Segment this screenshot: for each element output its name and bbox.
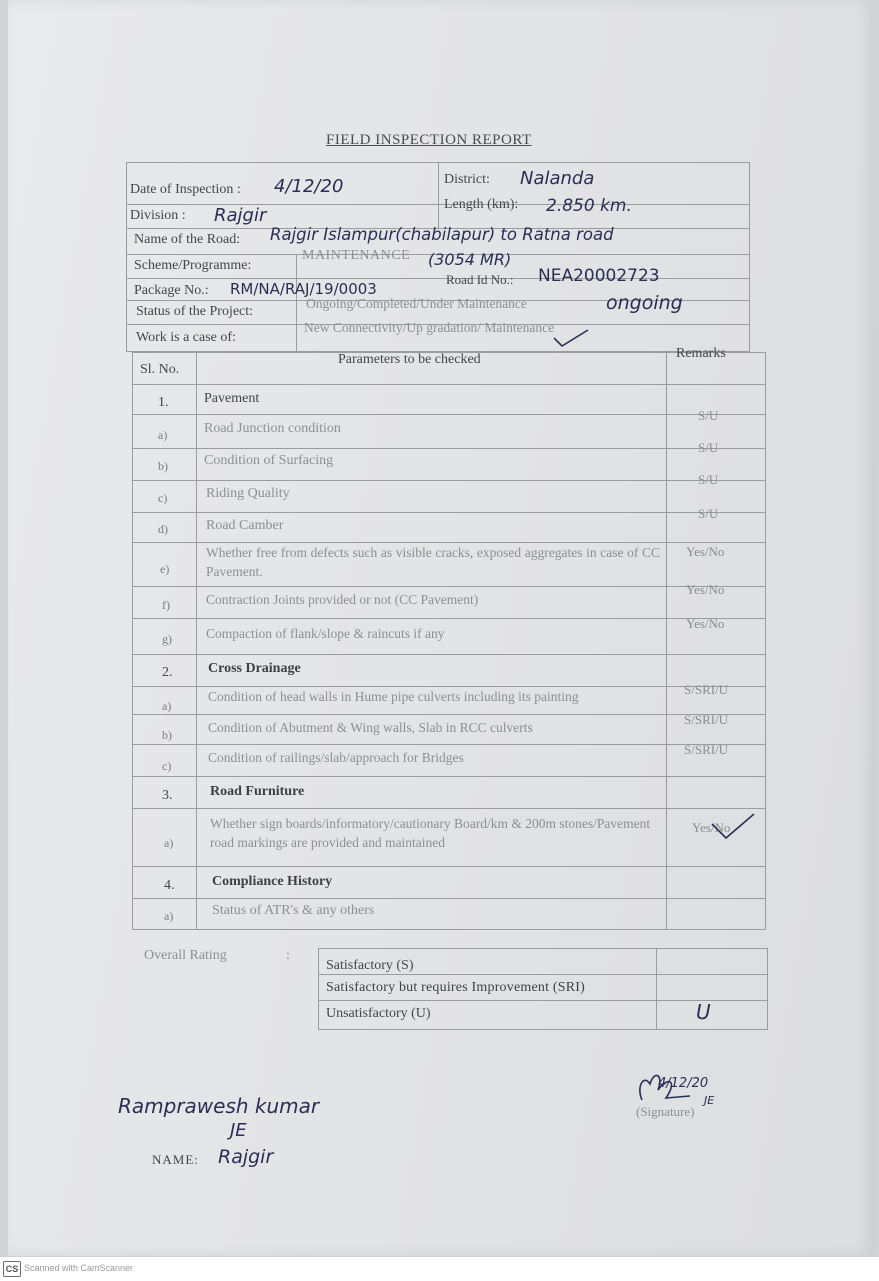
- package-value: RM/NA/RAJ/19/0003: [230, 280, 377, 298]
- checkmark-icon: [552, 326, 592, 350]
- table-row-remark: S/U: [698, 506, 719, 521]
- division-value: Rajgir: [214, 205, 267, 226]
- road-id-value: NEA20002723: [538, 266, 660, 286]
- section-2-number: 2.: [162, 665, 173, 680]
- status-value: ongoing: [606, 292, 683, 314]
- table-row-sl: a): [164, 836, 174, 850]
- table-row-param: Whether sign boards/informatory/cautionary Board/km & 200m stones/Pavement road markings are provided and maintained: [210, 816, 651, 850]
- name-label: NAME:: [152, 1152, 199, 1167]
- road-id-label: Road Id No.:: [446, 272, 514, 287]
- table-row-sl: f): [162, 598, 170, 612]
- rating-option: Unsatisfactory (U): [326, 1006, 431, 1021]
- table-row-remark: Yes/No: [686, 582, 725, 597]
- package-label: Package No.:: [134, 283, 209, 298]
- col-sl-header: Sl. No.: [140, 362, 180, 377]
- table-row-remark: S/SRI/U: [684, 742, 729, 757]
- scheme-value: MAINTENANCE: [302, 248, 411, 263]
- table-row-remark: Yes/No: [686, 544, 725, 559]
- scheme-handwritten: (3054 MR): [428, 250, 512, 269]
- rating-option: Satisfactory but requires Improvement (SRI): [326, 980, 585, 995]
- road-name-value: Rajgir Islampur(chabilapur) to Ratna road: [270, 225, 614, 244]
- table-row-remark: Yes/No: [686, 616, 725, 631]
- road-name-label: Name of the Road:: [134, 232, 241, 247]
- table-row-sl: b): [158, 459, 168, 473]
- document-page: [8, 0, 874, 1256]
- table-row-param: Whether free from defects such as visible cracks, exposed aggregates in case of CC Pavement.: [206, 545, 660, 579]
- camscanner-logo: CS: [3, 1261, 21, 1277]
- division-label: Division :: [130, 208, 186, 223]
- table-row-remark: Yes/No: [692, 820, 731, 835]
- report-title: FIELD INSPECTION REPORT: [326, 132, 532, 148]
- table-row-param: Condition of Abutment & Wing walls, Slab in RCC culverts: [208, 720, 533, 735]
- status-label: Status of the Project:: [136, 304, 254, 319]
- status-options: Ongoing/Completed/Under Maintenance: [306, 296, 527, 311]
- length-value: 2.850 km.: [546, 196, 632, 216]
- table-row-param: Contraction Joints provided or not (CC Pavement): [206, 592, 479, 607]
- work-case-options: New Connectivity/Up gradation/ Maintenance: [304, 320, 555, 335]
- table-row-remark: S/U: [698, 408, 719, 423]
- table-row-sl: e): [160, 562, 170, 576]
- table-row-sl: a): [164, 909, 174, 923]
- table-row-sl: a): [162, 699, 172, 713]
- district-value: Nalanda: [520, 168, 595, 189]
- table-row-param: Riding Quality: [206, 486, 290, 501]
- table-row-remark: S/U: [698, 440, 719, 455]
- section-2-heading: Cross Drainage: [208, 661, 301, 676]
- section-3-heading: Road Furniture: [210, 784, 305, 799]
- work-case-label: Work is a case of:: [136, 330, 236, 345]
- scheme-label: Scheme/Programme:: [134, 258, 252, 273]
- table-row-param: Compaction of flank/slope & raincuts if any: [206, 626, 445, 641]
- section-1-number: 1.: [158, 395, 169, 410]
- table-row-sl: b): [162, 728, 172, 742]
- scanner-footer: [0, 1256, 879, 1281]
- table-row-remark: S/SRI/U: [684, 682, 729, 697]
- table-row-sl: d): [158, 522, 168, 536]
- table-row-param: Road Junction condition: [204, 421, 341, 436]
- table-row-sl: a): [158, 428, 168, 442]
- table-row-param: Condition of railings/slab/approach for Bridges: [208, 750, 464, 765]
- date-value: 4/12/20: [274, 176, 344, 197]
- section-4-heading: Compliance History: [212, 874, 333, 889]
- table-row-sl: g): [162, 632, 172, 646]
- name-place: Rajgir: [218, 1146, 274, 1168]
- checkmark-icon: [710, 812, 756, 842]
- signature-date: 4/12/20: [658, 1076, 709, 1091]
- table-row-sl: c): [162, 759, 172, 773]
- inspector-name: Ramprawesh kumar: [118, 1094, 320, 1118]
- overall-rating-label: Overall Rating: [144, 948, 227, 963]
- rating-selected-mark: U: [696, 1000, 711, 1024]
- section-4-number: 4.: [164, 878, 175, 893]
- district-label: District:: [444, 172, 490, 187]
- col-params-header: Parameters to be checked: [338, 352, 481, 367]
- rating-option: Satisfactory (S): [326, 958, 414, 973]
- scanner-watermark: Scanned with CamScanner: [24, 1263, 134, 1273]
- signature-label: (Signature): [636, 1104, 695, 1119]
- table-row-param: Road Camber: [206, 518, 284, 533]
- table-row-param: Condition of head walls in Hume pipe culverts including its painting: [208, 689, 579, 704]
- section-1-heading: Pavement: [204, 391, 260, 406]
- table-row-remark: S/U: [698, 472, 719, 487]
- section-3-number: 3.: [162, 788, 173, 803]
- table-row-sl: c): [158, 491, 168, 505]
- signature-note: JE: [704, 1094, 715, 1107]
- date-label: Date of Inspection :: [130, 182, 241, 197]
- table-row-param: Condition of Surfacing: [204, 453, 334, 468]
- length-label: Length (km):: [444, 197, 519, 212]
- overall-rating-colon: :: [286, 948, 290, 963]
- table-row-param: Status of ATR's & any others: [212, 903, 375, 918]
- col-remarks-header: Remarks: [676, 346, 726, 361]
- table-row-remark: S/SRI/U: [684, 712, 729, 727]
- inspector-designation: JE: [230, 1120, 247, 1141]
